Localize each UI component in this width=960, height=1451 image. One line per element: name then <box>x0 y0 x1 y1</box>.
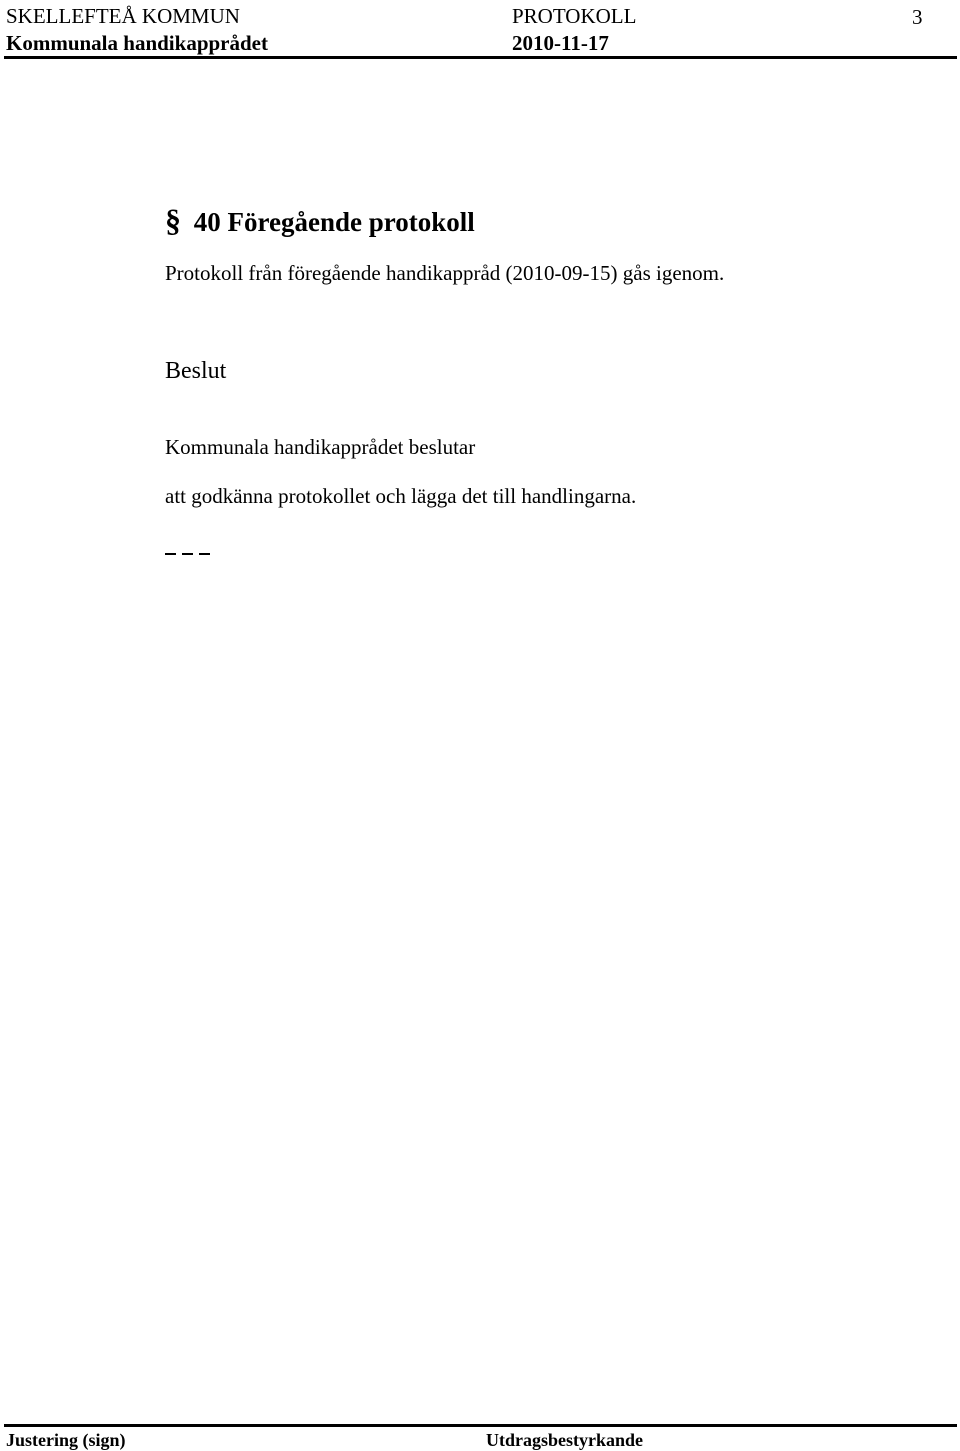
section-heading <box>165 204 475 238</box>
document-date: 2010-11-17 <box>512 31 609 55</box>
section-title: 40 Föregående protokoll <box>193 207 475 237</box>
paragraph-symbol: § <box>165 202 181 238</box>
decision-heading: Beslut <box>165 358 227 384</box>
council-name: Kommunala handikapprådet <box>6 31 268 55</box>
page-number: 3 <box>912 5 923 29</box>
certification-label: Utdragsbestyrkande <box>486 1430 644 1450</box>
decision-text: att godkänna protokollet och lägga det till handlingarna. <box>165 484 637 508</box>
document-type: PROTOKOLL <box>512 4 637 28</box>
end-dash <box>182 553 193 555</box>
end-dash <box>199 553 210 555</box>
end-dash <box>165 553 176 555</box>
footer-rule <box>4 1424 957 1427</box>
decision-lead: Kommunala handikapprådet beslutar <box>165 435 476 459</box>
organization-name: SKELLEFTEÅ KOMMUN <box>6 4 240 28</box>
signature-label: Justering (sign) <box>6 1430 126 1450</box>
intro-text: Protokoll från föregående handikappråd (2010-09-15) gås igenom. <box>165 261 725 285</box>
header-rule <box>4 56 957 59</box>
